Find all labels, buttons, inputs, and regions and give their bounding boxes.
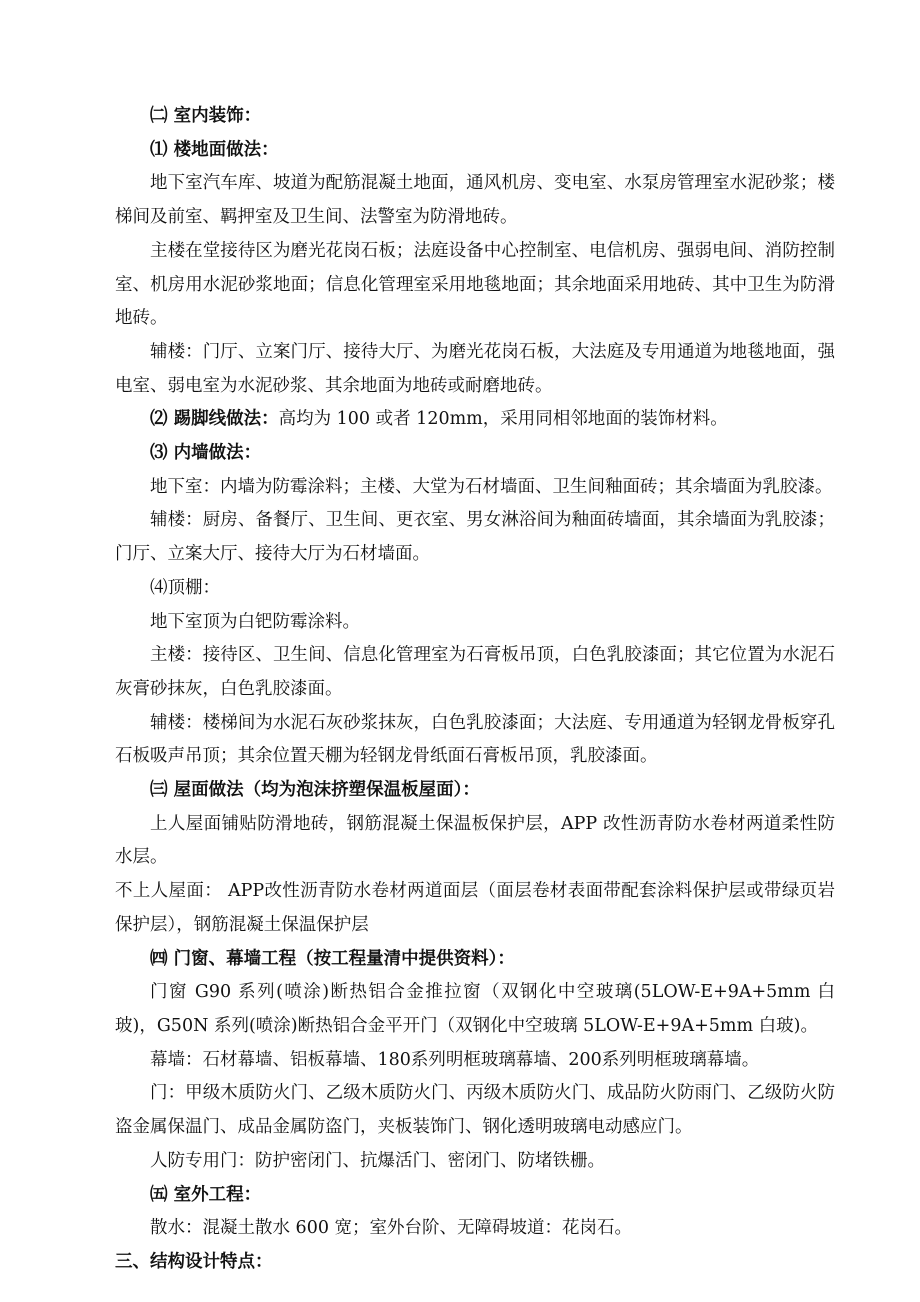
paragraph-basement-walls: 地下室：内墙为防霉涂料；主楼、大堂为石材墙面、卫生间釉面砖；其余墙面为乳胶漆。 [150,476,833,497]
subheading-ceiling: ⑷顶棚： [150,577,220,598]
paragraph-accessible-roof: 上人屋面铺贴防滑地砖，钢筋混凝土保温板保护层，APP 改性沥青防水卷材两道柔性防水层。 [115,813,835,868]
subheading-floor-finishes: ⑴ 楼地面做法： [150,139,279,160]
paragraph-basement-floors: 地下室汽车库、坡道为配筋混凝土地面，通风机房、变电室、水泵房管理室水泥砂浆；楼梯间及前室、羁押室及卫生间、法警室为防滑地砖。 [115,173,835,228]
paragraph-main-building-floors: 主楼在堂接待区为磨光花岗石板；法庭设备中心控制室、电信机房、强弱电间、消防控制室、机房用水泥砂浆地面；信息化管理室采用地毯地面；其余地面采用地砖、其中卫生为防滑地砖。 [115,240,835,329]
paragraph-annex-ceiling: 辅楼：楼梯间为水泥石灰砂浆抹灰，白色乳胶漆面；大法庭、专用通道为轻钢龙骨板穿孔石板吸声吊顶；其余位置天棚为轻钢龙骨纸面石膏板吊顶，乳胶漆面。 [115,712,835,767]
section-heading-exterior-works: ㈤ 室外工程： [150,1184,262,1205]
subheading-interior-walls: ⑶ 内墙做法： [150,443,262,464]
paragraph-annex-walls: 辅楼：厨房、备餐厅、卫生间、更衣室、男女淋浴间为釉面砖墙面，其余墙面为乳胶漆；门厅、立案大厅、接待大厅为石材墙面。 [115,510,835,565]
paragraph-doors: 门：甲级木质防火门、乙级木质防火门、丙级木质防火门、成品防火防雨门、乙级防火防盗金属保温门、成品金属防盗门，夹板装饰门、钢化透明玻璃电动感应门。 [115,1083,835,1138]
paragraph-non-accessible-roof: 不上人屋面： APP改性沥青防水卷材两道面层（面层卷材表面带配套涂料保护层或带绿页岩保护层），钢筋混凝土保温保护层 [115,881,835,935]
paragraph-curtain-wall: 幕墙：石材幕墙、铝板幕墙、180系列明框玻璃幕墙、200系列明框玻璃幕墙。 [150,1049,760,1070]
chapter-heading-structural-design: 三、结构设计特点： [115,1251,273,1272]
document-body [115,100,835,1280]
section-heading-interior-decoration: ㈡ 室内装饰： [150,106,262,126]
paragraph-apron: 散水：混凝土散水 600 宽；室外台阶、无障碍坡道：花岗石。 [150,1218,633,1239]
skirting-label: ⑵ 踢脚线做法： [150,409,279,430]
paragraph-main-building-ceiling: 主楼：接待区、卫生间、信息化管理室为石膏板吊顶，白色乳胶漆面；其它位置为水泥石灰膏砂抹灰，白色乳胶漆面。 [115,645,835,699]
paragraph-windows: 门窗 G90 系列(喷涂)断热铝合金推拉窗（双钢化中空玻璃(5LOW-E+9A+5mm 白玻)，G50N 系列(喷涂)断热铝合金平开门（双钢化中空玻璃 5LOW-E+9A+5mm 白玻)。 [115,982,835,1036]
skirting-text: 高均为 100 或者 120mm，采用同相邻地面的装饰材料。 [278,409,728,430]
section-heading-doors-windows: ㈣ 门窗、幕墙工程（按工程量清中提供资料）： [150,948,515,969]
paragraph-civil-defense-doors: 人防专用门：防护密闭门、抗爆活门、密闭门、防堵铁栅。 [150,1150,605,1171]
paragraph-skirting [115,403,835,437]
paragraph-annex-floors: 辅楼：门厅、立案门厅、接待大厅、为磨光花岗石板，大法庭及专用通道为地毯地面，强电室、弱电室为水泥砂浆、其余地面为地砖或耐磨地砖。 [115,341,835,396]
paragraph-basement-ceiling: 地下室顶为白钯防霉涂料。 [150,611,360,632]
section-heading-roof: ㈢ 屋面做法（均为泡沫挤塑保温板屋面）： [150,780,480,801]
